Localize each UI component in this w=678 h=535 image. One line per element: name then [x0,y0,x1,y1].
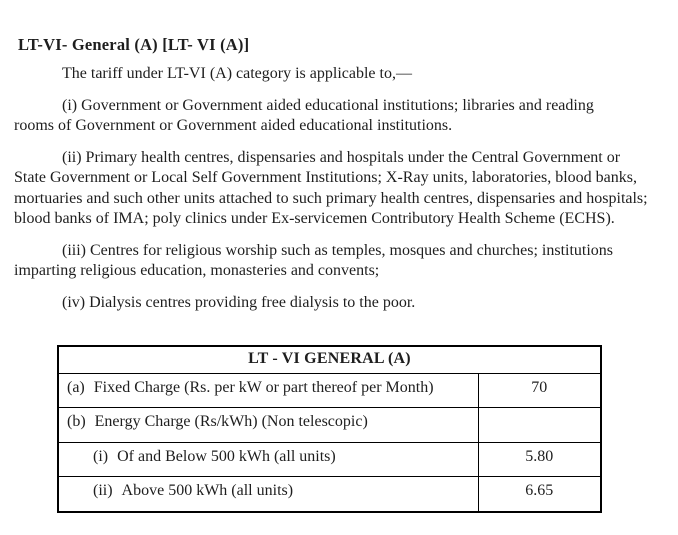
row-label: Above 500 kWh (all units) [121,482,294,499]
row-value-cell: 70 [478,373,601,408]
row-label-cell [58,477,478,512]
clause-paragraph-iii: (iii) Centres for religious worship such as temples, mosques and churches; institutions imparting religious education, monasteries and convents; [14,241,614,279]
row-label-cell [58,373,478,408]
table-row-fixed-charge [58,373,601,408]
table-row-below-500 [58,442,601,477]
row-value-cell: 5.80 [478,442,601,477]
table-row-energy-charge [58,408,601,443]
row-label: Fixed Charge (Rs. per kW or part thereof per Month) [93,378,434,396]
row-label: Of and Below 500 kWh (all units) [117,447,336,465]
intro-paragraph: The tariff under LT-VI (A) category is applicable to,— [62,65,412,82]
row-value-cell: 6.65 [478,477,601,512]
table-title-row [58,346,601,373]
table-title: LT - VI GENERAL (A) [58,346,601,373]
row-marker: (b) [67,413,86,430]
clause-paragraph-ii: (ii) Primary health centres, dispensaries and hospitals under the Central Government or State Government or Local Self Government Institutions; X-Ray units, laboratories, blood banks, mortuaries and such other units attached to such primary health centres, dispensaries and hospitals; blood banks of IMA; poly clinics under Ex-servicemen Contributory Health Scheme (ECHS). [14,148,648,227]
row-marker: (a) [67,378,85,396]
table-row-above-500 [58,477,601,512]
clause-paragraph-iv: (iv) Dialysis centres providing free dialysis to the poor. [62,293,416,311]
row-marker: (ii) [93,482,113,499]
row-label: Energy Charge (Rs/kWh) (Non telescopic) [94,413,368,430]
row-label-cell [58,442,478,477]
clause-paragraph-i: (i) Government or Government aided educational institutions; libraries and reading rooms of Government or Government aided educational institutions. [14,96,594,134]
row-value-cell [478,408,601,443]
row-label-cell [58,408,478,443]
tariff-table [57,345,602,513]
row-marker: (i) [93,447,109,465]
section-heading: LT-VI- General (A) [LT- VI (A)] [18,35,250,54]
